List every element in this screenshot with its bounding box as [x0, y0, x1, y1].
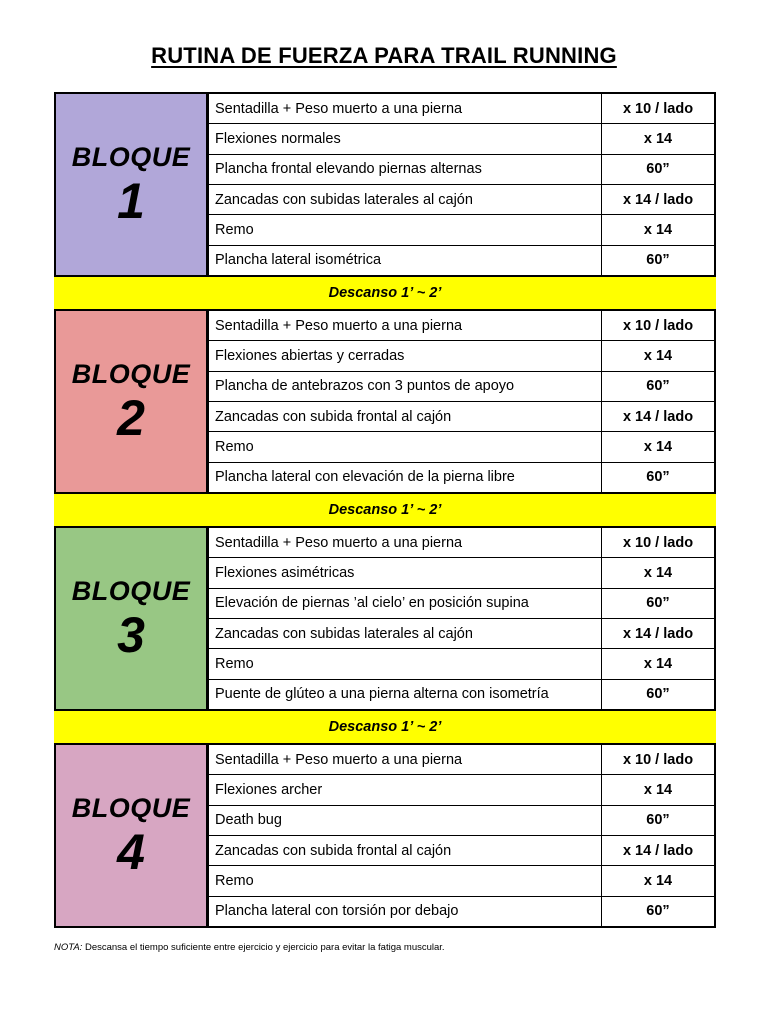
- exercise-reps: x 10 / lado: [622, 317, 694, 334]
- exercise-name: Zancadas con subidas laterales al cajón: [209, 185, 602, 214]
- exercise-name: Flexiones abiertas y cerradas: [209, 341, 602, 370]
- exercise-reps: x 14 / lado: [622, 191, 694, 208]
- exercise-row: [209, 215, 714, 245]
- exercise-reps: x 14 / lado: [622, 625, 694, 642]
- exercise-name: Death bug: [209, 806, 602, 835]
- exercise-row: [209, 402, 714, 432]
- block-word: BLOQUE: [71, 792, 191, 823]
- exercise-reps: x 14: [643, 655, 673, 672]
- exercise-row: [209, 897, 714, 926]
- exercise-row: [209, 528, 714, 558]
- exercise-row: [209, 432, 714, 462]
- exercise-row: [209, 806, 714, 836]
- exercise-reps: x 14: [643, 438, 673, 455]
- exercise-row: [209, 745, 714, 775]
- exercise-list: [209, 526, 716, 711]
- exercise-reps: 60”: [646, 595, 670, 612]
- exercise-row: [209, 185, 714, 215]
- block-label: [54, 743, 209, 928]
- exercise-name: Sentadilla + Peso muerto a una pierna: [209, 528, 602, 557]
- exercise-name: Plancha frontal elevando piernas alternas: [209, 155, 602, 184]
- note-text: Descansa el tiempo suficiente entre ejercicio y ejercicio para evitar la fatiga muscular.: [82, 942, 445, 953]
- footnote: [54, 942, 445, 953]
- page-title: RUTINA DE FUERZA PARA TRAIL RUNNING: [151, 43, 617, 68]
- exercise-reps: x 14: [643, 221, 673, 238]
- exercise-name: Sentadilla + Peso muerto a una pierna: [209, 311, 602, 340]
- block-label: [54, 309, 209, 494]
- rest-bar: Descanso 1’ ~ 2’: [54, 711, 716, 743]
- exercise-name: Sentadilla + Peso muerto a una pierna: [209, 94, 602, 123]
- exercise-name: Plancha lateral con elevación de la pierna libre: [209, 463, 602, 492]
- exercise-name: Flexiones normales: [209, 124, 602, 153]
- exercise-name: Flexiones asimétricas: [209, 558, 602, 587]
- exercise-name: Zancadas con subidas laterales al cajón: [209, 619, 602, 648]
- exercise-row: [209, 775, 714, 805]
- exercise-reps: x 10 / lado: [622, 534, 694, 551]
- exercise-reps: 60”: [646, 252, 670, 269]
- routine-table: [54, 92, 716, 928]
- exercise-name: Zancadas con subida frontal al cajón: [209, 402, 602, 431]
- block-label: [54, 92, 209, 277]
- exercise-row: [209, 311, 714, 341]
- exercise-reps: x 14: [643, 347, 673, 364]
- exercise-reps: x 14 / lado: [622, 408, 694, 425]
- exercise-row: [209, 649, 714, 679]
- block-4: [54, 743, 716, 928]
- exercise-row: [209, 463, 714, 492]
- exercise-row: [209, 589, 714, 619]
- exercise-name: Plancha de antebrazos con 3 puntos de apoyo: [209, 372, 602, 401]
- exercise-name: Remo: [209, 432, 602, 461]
- exercise-row: [209, 866, 714, 896]
- block-2: [54, 309, 716, 494]
- exercise-reps: x 14 / lado: [622, 842, 694, 859]
- block-3: [54, 526, 716, 711]
- exercise-reps: x 10 / lado: [622, 100, 694, 117]
- exercise-name: Sentadilla + Peso muerto a una pierna: [209, 745, 602, 774]
- block-number: 4: [117, 823, 145, 880]
- exercise-row: [209, 246, 714, 275]
- exercise-name: Flexiones archer: [209, 775, 602, 804]
- exercise-reps: x 14: [643, 564, 673, 581]
- exercise-row: [209, 124, 714, 154]
- exercise-reps: x 14: [643, 781, 673, 798]
- exercise-row: [209, 372, 714, 402]
- exercise-list: [209, 743, 716, 928]
- rest-bar: Descanso 1’ ~ 2’: [54, 277, 716, 309]
- exercise-row: [209, 155, 714, 185]
- exercise-row: [209, 341, 714, 371]
- exercise-reps: 60”: [646, 161, 670, 178]
- exercise-reps: 60”: [646, 469, 670, 486]
- exercise-row: [209, 836, 714, 866]
- exercise-name: Puente de glúteo a una pierna alterna con isometría: [209, 680, 602, 709]
- block-word: BLOQUE: [71, 141, 191, 172]
- exercise-reps: 60”: [646, 812, 670, 829]
- block-number: 1: [117, 172, 145, 229]
- exercise-reps: 60”: [646, 903, 670, 920]
- exercise-row: [209, 558, 714, 588]
- block-number: 3: [117, 606, 145, 663]
- exercise-row: [209, 94, 714, 124]
- exercise-list: [209, 92, 716, 277]
- exercise-name: Plancha lateral con torsión por debajo: [209, 897, 602, 926]
- exercise-reps: x 14: [643, 872, 673, 889]
- rest-bar: Descanso 1’ ~ 2’: [54, 494, 716, 526]
- exercise-name: Plancha lateral isométrica: [209, 246, 602, 275]
- block-number: 2: [117, 389, 145, 446]
- exercise-name: Remo: [209, 866, 602, 895]
- exercise-name: Zancadas con subida frontal al cajón: [209, 836, 602, 865]
- block-label: [54, 526, 209, 711]
- exercise-reps: 60”: [646, 686, 670, 703]
- block-word: BLOQUE: [71, 358, 191, 389]
- block-1: [54, 92, 716, 277]
- block-word: BLOQUE: [71, 575, 191, 606]
- exercise-name: Remo: [209, 649, 602, 678]
- exercise-row: [209, 680, 714, 709]
- exercise-name: Remo: [209, 215, 602, 244]
- exercise-reps: x 10 / lado: [622, 751, 694, 768]
- exercise-reps: 60”: [646, 378, 670, 395]
- exercise-name: Elevación de piernas ’al cielo’ en posición supina: [209, 589, 602, 618]
- note-label: NOTA:: [54, 942, 83, 953]
- exercise-reps: x 14: [643, 130, 673, 147]
- exercise-row: [209, 619, 714, 649]
- exercise-list: [209, 309, 716, 494]
